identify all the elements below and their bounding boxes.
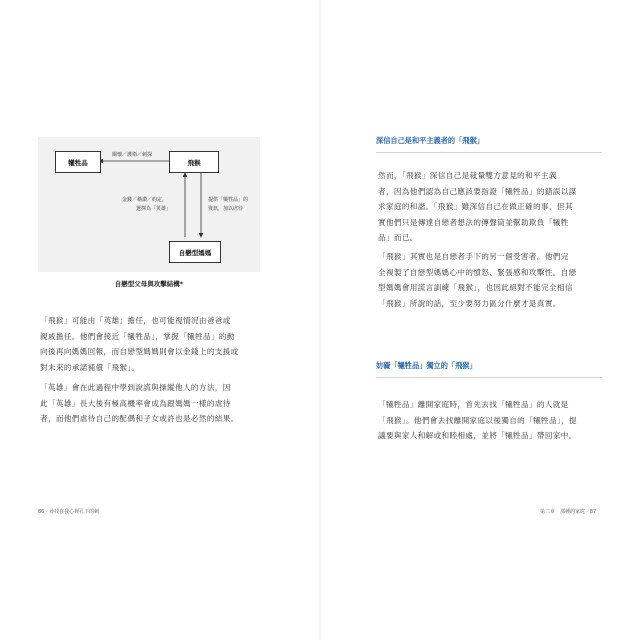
node-narcissistic-mother: 自戀型媽媽 — [169, 241, 221, 263]
right-section2-paragraph-1 — [378, 397, 577, 444]
edge-label-left-2: 選擇為「英雄」 — [136, 206, 172, 212]
text-line: 「飛猴」可能由「英雄」擔任，也可能視情況由爸爸或 — [40, 316, 231, 325]
text-line: 型媽媽會用謊言訓練「飛猴」，也因此絕對不能完全相信 — [378, 283, 573, 292]
text-line: 對未來的承諾補償「飛猴」。 — [40, 362, 140, 372]
text-line: 「飛猴」所說的話，至少要努力區分什麼才是真實。 — [378, 298, 561, 308]
section-heading-1: 深信自己是和平主義者的「飛猴」 — [376, 136, 484, 145]
text-line: 「飛猴」。他們會去找離開家庭以後獨自的「犧牲品」，提 — [378, 415, 577, 425]
text-line: 全複製了自戀型媽媽心中的憤怒、緊張感和攻擊性。自戀 — [378, 267, 577, 277]
node-flying-monkey: 飛猴 — [169, 151, 219, 173]
edge-label-right-1: 提供「犧牲品」的 — [208, 197, 249, 203]
diagram-caption: 自戀型父母與攻擊結構* — [114, 280, 184, 288]
edge-label-top: 關懷／護衛／刺探 — [112, 152, 153, 158]
text-line: 親戚擔任。他們會接近「犧牲品」，掌握「犧牲品」的動 — [40, 331, 235, 341]
left-paragraph-2 — [40, 380, 239, 427]
text-line: 者，因為他們認為自己應該要指證「犧牲品」的錯誤以謀 — [378, 186, 577, 196]
text-line: 「犧牲品」離開家庭時，首先去找「犧牲品」的人就是 — [378, 400, 569, 409]
text-line: 者，而他們虐待自己的配偶和子女或許也是必然的結果。 — [40, 414, 239, 423]
text-line: 議要與家人和解或和睦相處，並將「犧牲品」帶回家中。 — [378, 431, 577, 440]
heading-rule-1 — [376, 152, 602, 153]
text-line: 求家庭的和諧。「飛猴」雖深信自己在做正確的事，但其 — [378, 202, 573, 211]
text-line: 品」而已。 — [378, 233, 418, 242]
edge-label-right-2: 資訊，加以虐待 — [208, 206, 244, 212]
heading-rule-2 — [376, 377, 602, 378]
edge-label-left-1: 金錢／稱讚／約定， — [122, 197, 168, 203]
right-section1-paragraph-1 — [378, 168, 577, 246]
node-victim: 犧牲品 — [55, 151, 101, 173]
right-page-footer: 第二章 那種的家庭 · 87 — [540, 509, 597, 515]
left-page-footer: 86 · 尋找在我心裡孔下的刺 — [38, 509, 100, 515]
text-line: 向後再向媽媽回報，而自戀型媽媽則會以金錢上的支援或 — [40, 347, 239, 356]
text-line: 「英雄」會在此過程中學到說謊與操縱他人的方法，因 — [40, 383, 231, 392]
left-paragraph-1 — [40, 313, 239, 375]
right-section1-paragraph-2 — [378, 249, 577, 311]
text-line: 實他們只是傳達自戀者想法的傳聲筒並幫助欺負「犧牲 — [378, 217, 569, 227]
book-gutter — [318, 0, 322, 640]
text-line: 「飛猴」其實也是自戀者手下的另一個受害者。他們完 — [378, 252, 569, 261]
text-line: 此「英雄」長大後有極高機率會成為跟媽媽一樣的虐待 — [40, 398, 231, 408]
text-line: 然而，「飛猴」深信自己是裁量雙方意見的和平主義 — [378, 171, 557, 180]
abuse-structure-diagram — [38, 137, 260, 272]
section-heading-2: 妨礙「犧牲品」獨立的「飛猴」 — [376, 361, 477, 370]
right-page — [320, 0, 640, 640]
